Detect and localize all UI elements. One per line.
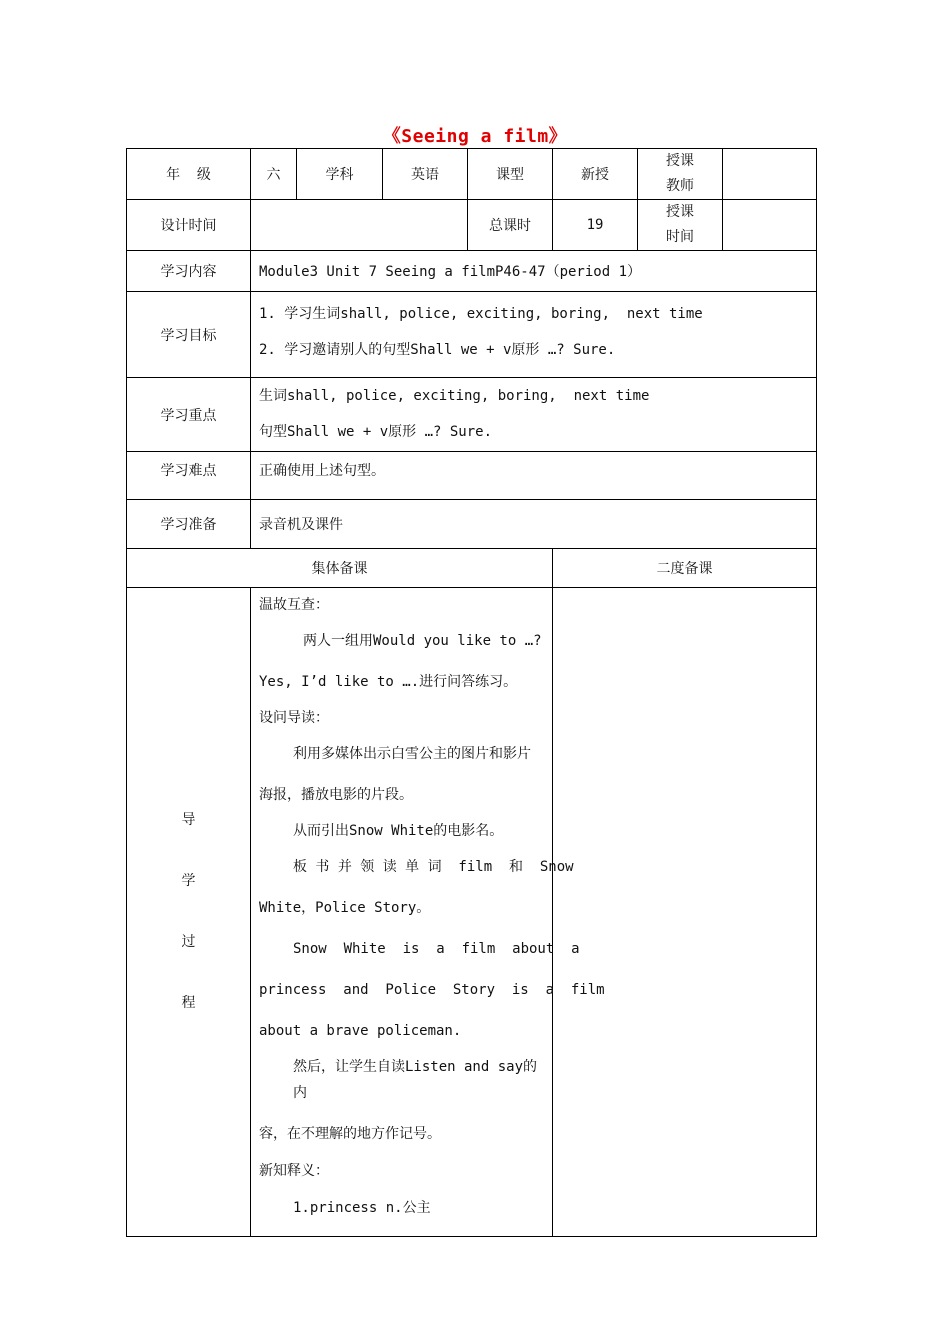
focus-value [251,378,817,452]
row-goals [127,292,817,378]
guide-line-1: 利用多媒体出示白雪公主的图片和影片 [293,746,531,762]
row-preparation [127,500,817,549]
second-prep-header: 二度备课 [553,549,817,588]
preparation-value: 录音机及课件 [251,500,817,549]
focus-line-1: 生词shall, police, exciting, boring, next time [259,388,650,404]
process-char-3: 过 [181,934,196,950]
row-content [127,251,817,292]
row-prep-headers [127,549,817,588]
guide-line-7: princess and Police Story is a film [259,982,605,998]
guide-line-3: 从而引出Snow White的电影名。 [293,823,504,839]
subject-value: 英语 [383,149,468,200]
document-title: 《Seeing a film》 [382,126,568,147]
lesson-time-label [638,200,723,251]
goals-value [251,292,817,378]
grade-label: 年 级 [127,149,251,200]
total-hours-value: 19 [553,200,638,251]
new-line-1: 1.princess n.公主 [293,1200,431,1216]
grade-value: 六 [251,149,297,200]
lesson-type-label: 课型 [468,149,553,200]
lesson-type-value: 新授 [553,149,638,200]
guide-line-6: Snow White is a film about a [293,941,580,957]
design-time-label: 设计时间 [127,200,251,251]
review-heading: 温故互查： [259,597,329,613]
lesson-plan-table [126,148,817,1237]
total-hours-label: 总课时 [468,200,553,251]
focus-line-2: 句型Shall we + v原形 …? Sure. [259,424,493,440]
teacher-label-line1: 授课 [666,153,694,169]
guide-line-5: White，Police Story。 [259,900,431,916]
goals-label: 学习目标 [127,292,251,378]
process-side-label [127,588,251,1237]
difficulty-label: 学习难点 [127,452,251,500]
row-focus [127,378,817,452]
focus-label: 学习重点 [127,378,251,452]
lesson-time-value [723,200,817,251]
content-label: 学习内容 [127,251,251,292]
process-char-2: 学 [181,873,196,889]
subject-label: 学科 [297,149,383,200]
difficulty-value: 正确使用上述句型。 [251,452,817,500]
guide-line-8: about a brave policeman. [259,1023,462,1039]
guide-line-10: 容，在不理解的地方作记号。 [259,1126,441,1142]
preparation-label: 学习准备 [127,500,251,549]
row-process [127,588,817,1237]
goal-line-2: 2. 学习邀请别人的句型Shall we + v原形 …? Sure. [259,342,616,358]
review-line-2: Yes, I’d like to ….进行问答练习。 [259,674,518,690]
row-time-info [127,200,817,251]
second-prep-body [553,588,817,1237]
content-value: Module3 Unit 7 Seeing a filmP46-47（period 1） [251,251,817,292]
row-difficulty [127,452,817,500]
process-char-4: 程 [181,995,196,1011]
design-time-value [251,200,468,251]
lesson-time-label-line1: 授课 [666,204,694,220]
guide-line-9: 然后，让学生自读Listen and say的内 [293,1059,538,1101]
collective-prep-body [251,588,605,1237]
process-char-1: 导 [181,812,196,828]
guide-line-4: 板 书 并 领 读 单 词 film 和 Snow [293,859,574,875]
teacher-value [723,149,817,200]
new-heading: 新知释义： [259,1163,329,1179]
teacher-label-line2: 教师 [666,178,694,194]
goal-line-1: 1. 学习生词shall, police, exciting, boring, next time [259,306,703,322]
guide-line-2: 海报，播放电影的片段。 [259,787,413,803]
review-line-1: 两人一组用Would you like to …? [303,633,542,649]
guide-heading: 设问导读： [259,710,329,726]
collective-prep-header: 集体备课 [127,549,553,588]
lesson-time-label-line2: 时间 [666,229,694,245]
row-basic-info [127,149,817,200]
teacher-label [638,149,723,200]
